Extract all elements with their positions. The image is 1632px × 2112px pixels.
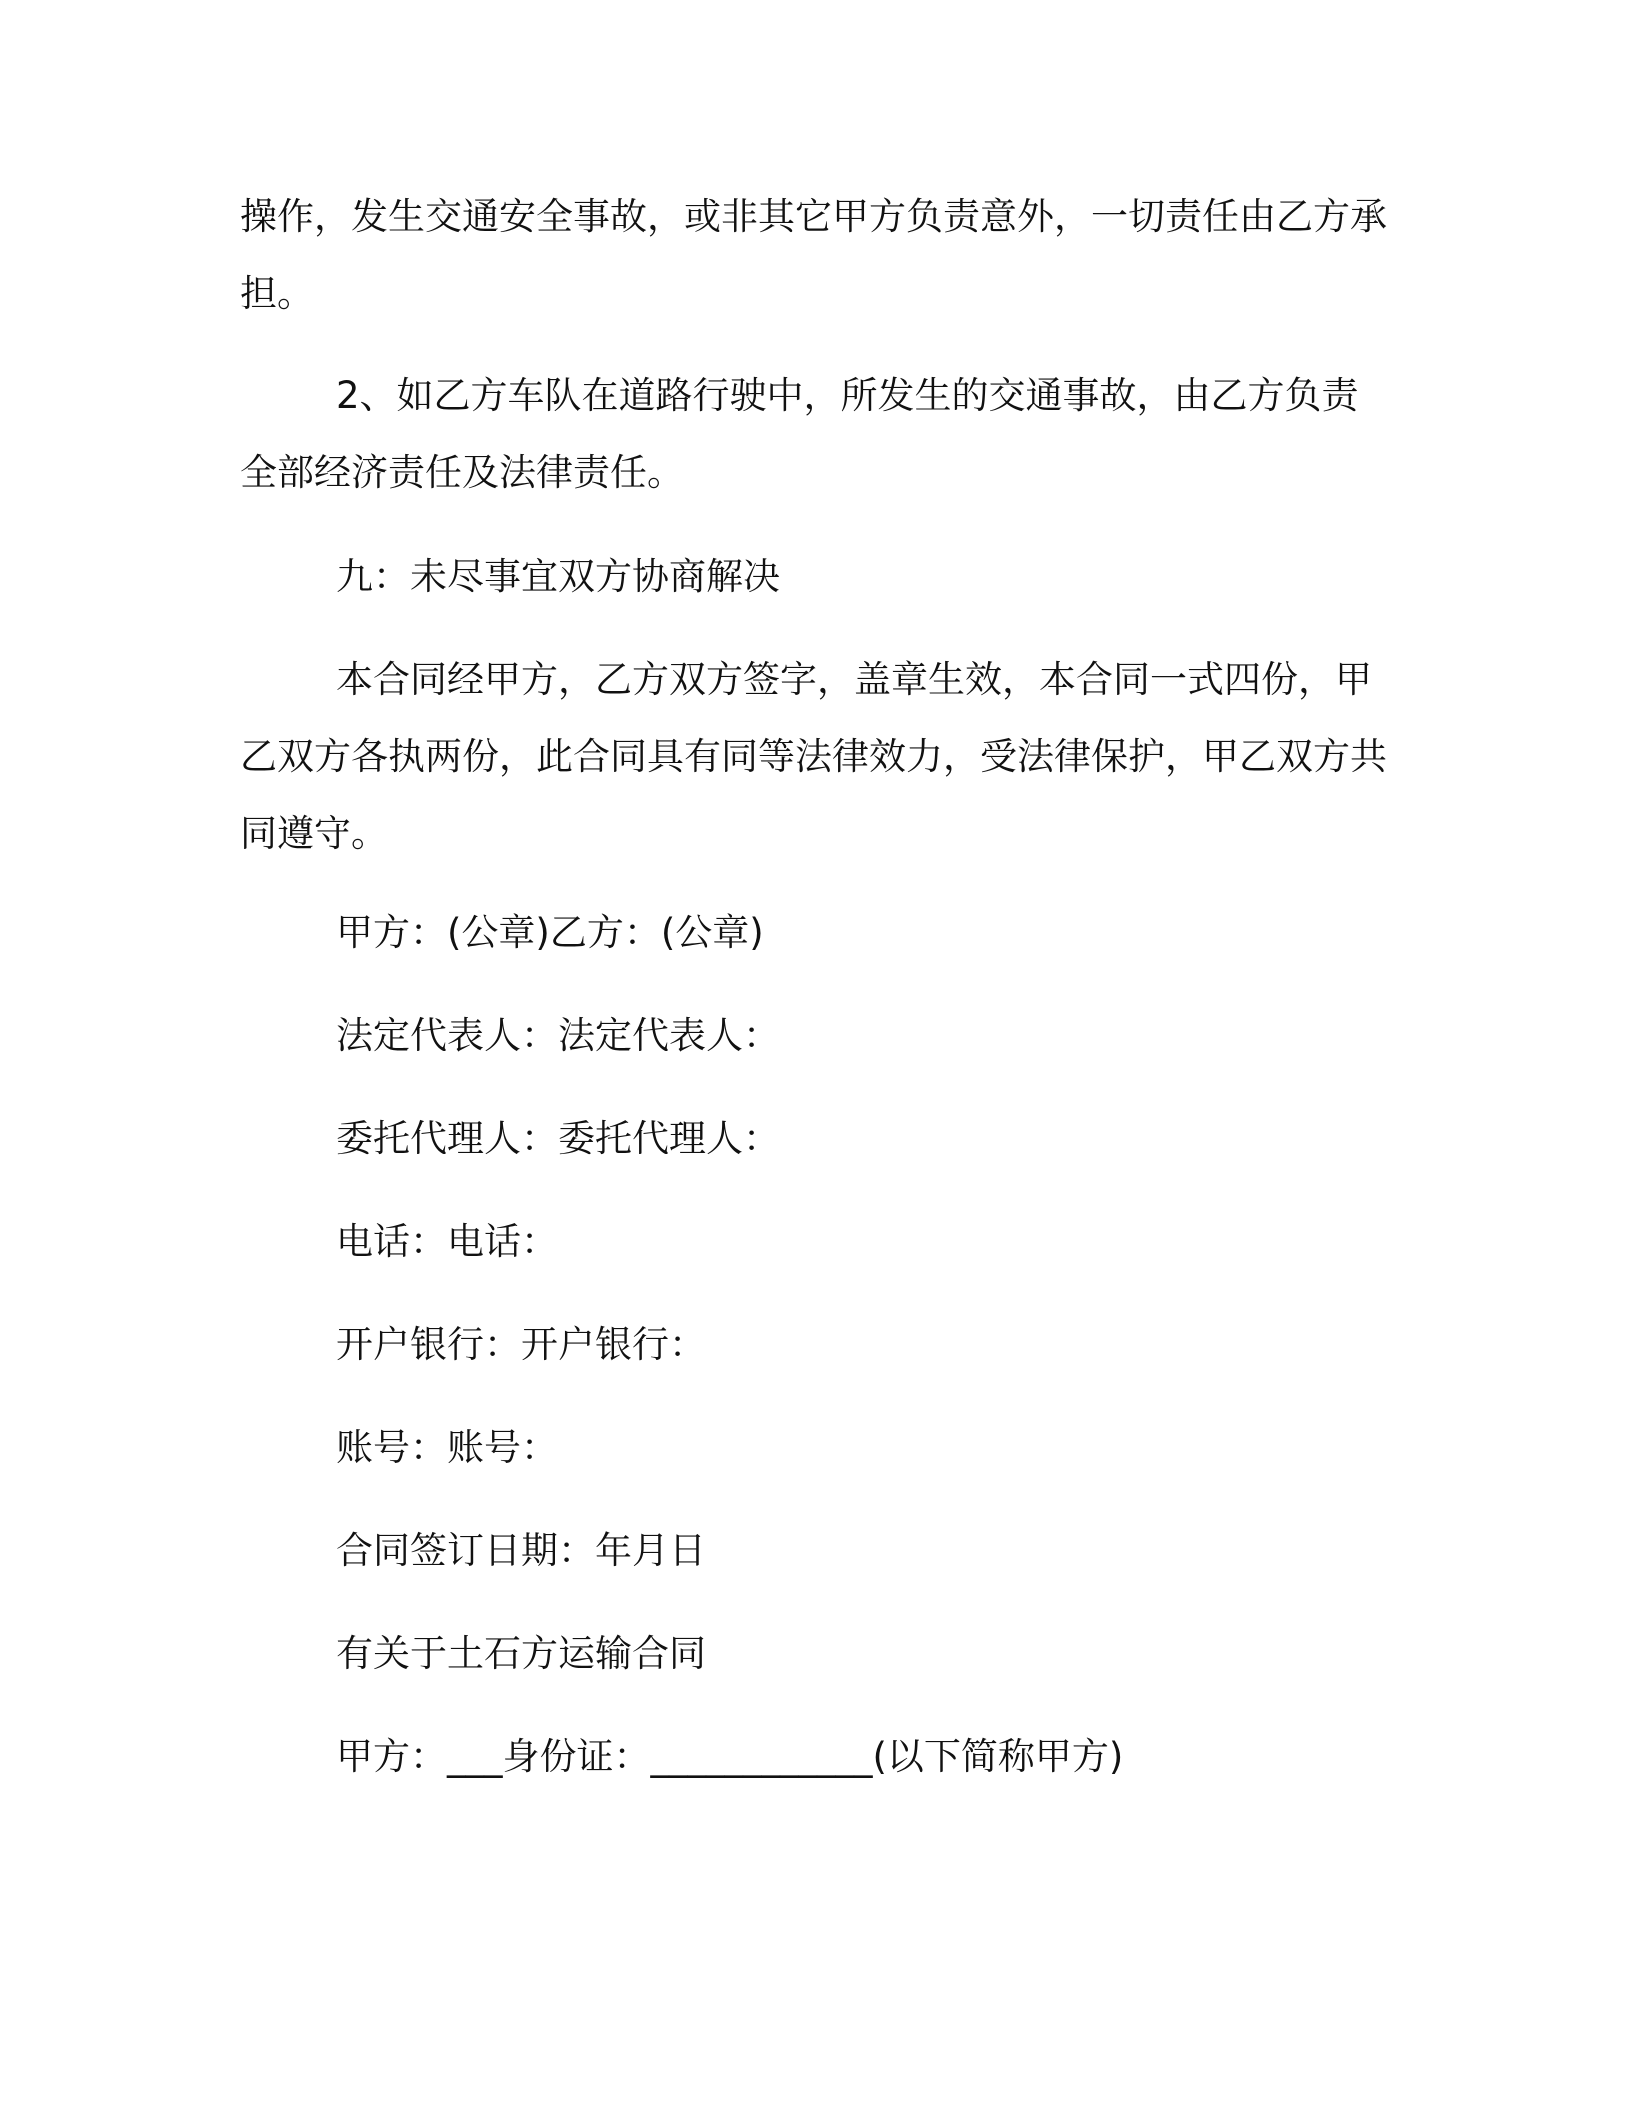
- signature-account-line: 账号：账号：: [336, 1426, 558, 1469]
- paragraph-continued-liability: 操作，发生交通安全事故，或非其它甲方负责意外，一切责任由乙方承担。: [240, 195, 1387, 315]
- party-a-id-line: 甲方：___身份证：____________(以下简称甲方): [336, 1735, 1124, 1778]
- signature-agent-line: 委托代理人：委托代理人：: [336, 1117, 780, 1160]
- paragraph-clause-2: 2、如乙方车队在道路行驶中，所发生的交通事故，由乙方负责全部经济责任及法律责任。: [240, 374, 1359, 494]
- signature-date-line: 合同签订日期：年月日: [336, 1529, 706, 1572]
- next-contract-title: 有关于土石方运输合同: [336, 1632, 706, 1675]
- signature-bank-line: 开户银行：开户银行：: [336, 1323, 706, 1366]
- section-heading-nine: 九：未尽事宜双方协商解决: [336, 555, 780, 598]
- paragraph-contract-effect: 本合同经甲方，乙方双方签字，盖章生效，本合同一式四份，甲乙双方各执两份，此合同具有同等法律效力，受法律保护，甲乙双方共同遵守。: [240, 658, 1387, 855]
- signature-legal-rep-line: 法定代表人：法定代表人：: [336, 1014, 780, 1057]
- signature-phone-line: 电话：电话：: [336, 1220, 558, 1263]
- signature-seal-line: 甲方：(公章)乙方：(公章): [336, 911, 764, 954]
